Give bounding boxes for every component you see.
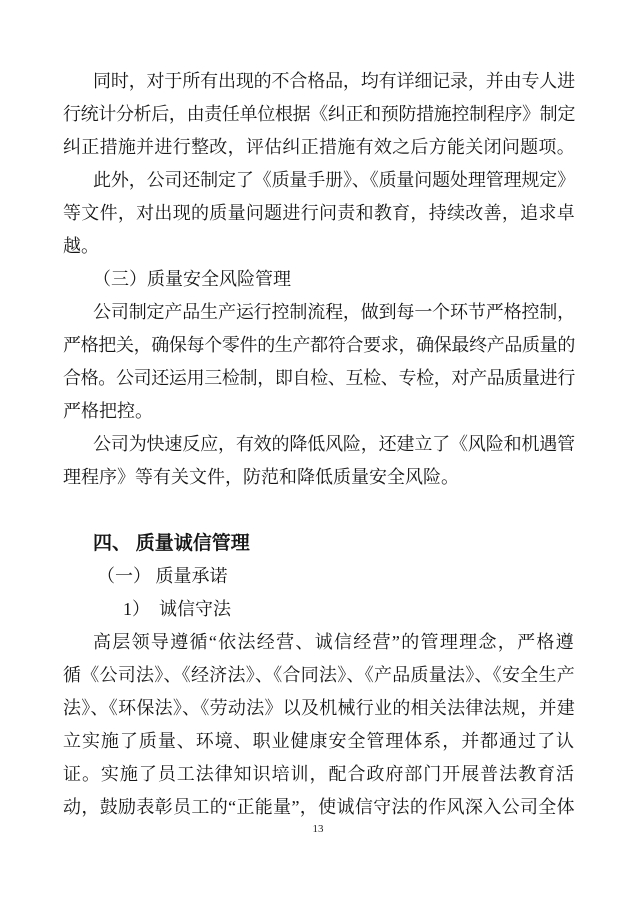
text-line xyxy=(63,197,575,230)
line-text: 纠正措施并进行整改，评估纠正措施有效之后方能关闭问题项。 xyxy=(63,137,575,157)
text-line xyxy=(63,560,575,593)
text-line xyxy=(63,362,575,395)
line-text: 循《公司法》、《经济法》、《合同法》、《产品质量法》、《安全生产 xyxy=(63,665,575,685)
text-line xyxy=(63,230,575,263)
line-text: 此外，公司还制定了《质量手册》、《质量问题处理管理规定》 xyxy=(93,170,575,190)
line-text: 动，鼓励表彰员工的“正能量”，使诚信守法的作风深入公司全体 xyxy=(63,797,575,817)
line-text: 等文件，对出现的质量问题进行问责和教育，持续改善，追求卓 xyxy=(63,203,575,223)
text-line xyxy=(63,692,575,725)
line-text: 1） 诚信守法 xyxy=(123,599,231,619)
page-number: 13 xyxy=(312,823,324,835)
line-text: （三）质量安全风险管理 xyxy=(93,269,291,289)
text-block xyxy=(63,65,575,824)
page-footer xyxy=(0,822,636,836)
line-text: 公司为快速反应，有效的降低风险，还建立了《风险和机遇管 xyxy=(93,434,575,454)
text-line xyxy=(63,164,575,197)
text-line xyxy=(63,659,575,692)
line-text: 同时，对于所有出现的不合格品，均有详细记录，并由专人进 xyxy=(93,71,575,91)
text-line xyxy=(63,65,575,98)
line-text: 严格把关，确保每个零件的生产都符合要求，确保最终产品质量的 xyxy=(63,335,575,355)
line-text: 立实施了质量、环境、职业健康安全管理体系，并都通过了认 xyxy=(63,731,575,751)
line-text: （一） 质量承诺 xyxy=(97,566,228,586)
text-line xyxy=(63,131,575,164)
text-line xyxy=(63,725,575,758)
text-line xyxy=(63,296,575,329)
blank-line xyxy=(63,494,575,527)
text-line xyxy=(63,461,575,494)
text-line xyxy=(63,527,575,560)
text-line xyxy=(63,428,575,461)
line-text: 高层领导遵循“依法经营、诚信经营”的管理理念，严格遵 xyxy=(93,632,575,652)
line-text: 严格把控。 xyxy=(63,401,153,421)
line-text: 四、 质量诚信管理 xyxy=(93,533,250,554)
line-text: 越。 xyxy=(63,236,99,256)
line-text: 行统计分析后，由责任单位根据《纠正和预防措施控制程序》制定 xyxy=(63,104,575,124)
line-text: 证。实施了员工法律知识培训，配合政府部门开展普法教育活 xyxy=(63,764,575,784)
line-text: 理程序》等有关文件，防范和降低质量安全风险。 xyxy=(63,467,459,487)
text-line xyxy=(63,98,575,131)
text-line xyxy=(63,263,575,296)
text-line xyxy=(63,791,575,824)
text-line xyxy=(63,626,575,659)
line-text: 合格。公司还运用三检制，即自检、互检、专检，对产品质量进行 xyxy=(63,368,575,388)
line-text: 公司制定产品生产运行控制流程，做到每一个环节严格控制， xyxy=(93,302,575,322)
line-text: 法》、《环保法》、《劳动法》以及机械行业的相关法律法规，并建 xyxy=(63,698,575,718)
text-line xyxy=(63,593,575,626)
text-line xyxy=(63,758,575,791)
text-line xyxy=(63,395,575,428)
text-line xyxy=(63,329,575,362)
